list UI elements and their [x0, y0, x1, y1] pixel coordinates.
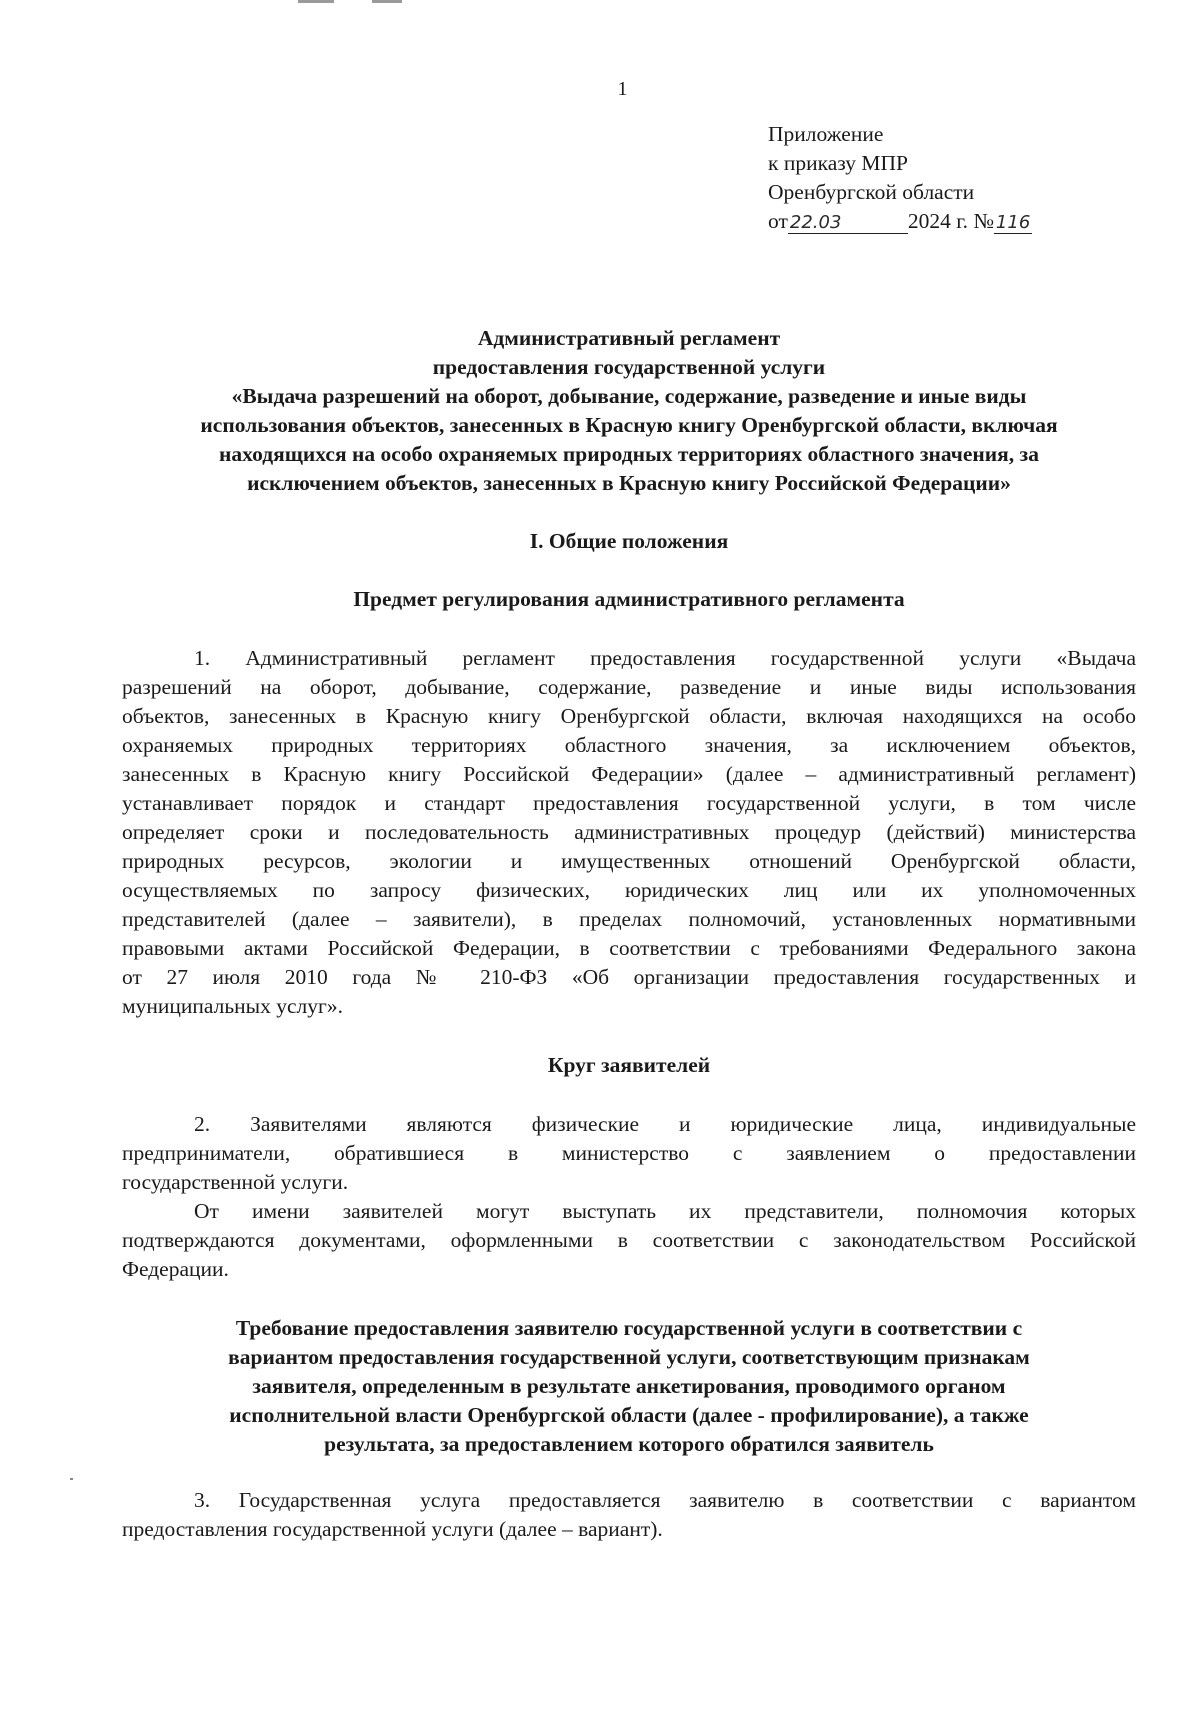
paragraph-2b	[122, 1197, 1136, 1284]
paragraph-line: правовыми актами Российской Федерации, в соответствии с требованиями Федерального закона	[122, 936, 1136, 960]
paragraph-line: муниципальных услуг».	[122, 994, 343, 1018]
heading-line: Требование предоставления заявителю государственной услуги в соответствии с	[235, 1316, 1023, 1340]
paragraph-line: от 27 июля 2010 года № 210-ФЗ «Об организации предоставления государственных и	[122, 965, 1136, 989]
handwritten-number: 116	[995, 212, 1031, 233]
subsection-heading: Предмет регулирования административного регламента	[353, 587, 905, 611]
section-heading: I. Общие положения	[529, 529, 729, 553]
appendix-block	[768, 120, 1032, 236]
paragraph-line: предоставления государственной услуги (далее – вариант).	[122, 1517, 663, 1541]
paragraph-line: 1. Административный регламент предоставления государственной услуги «Выдача	[194, 646, 1136, 670]
appendix-line: к приказу МПР	[768, 151, 909, 175]
heading-line: заявителя, определенным в результате анкетирования, проводимого органом	[252, 1374, 1006, 1398]
paragraph-line: занесенных в Красную книгу Российской Федерации» (далее – административный регламент)	[122, 762, 1136, 786]
handwritten-date: 22.03	[788, 213, 908, 234]
paragraph-2	[122, 1110, 1136, 1197]
appendix-line: Оренбургской области	[768, 180, 975, 204]
paragraph-line: устанавливает порядок и стандарт предоставления государственной услуги, в том числе	[122, 791, 1136, 815]
paragraph-line: разрешений на оборот, добывание, содержание, разведение и иные виды использования	[122, 675, 1136, 699]
document-title	[120, 324, 1138, 498]
paragraph-line: природных ресурсов, экологии и имущественных отношений Оренбургской области,	[122, 849, 1136, 873]
subsection-heading: Круг заявителей	[547, 1053, 711, 1077]
paragraph-line: определяет сроки и последовательность административных процедур (действий) министерства	[122, 820, 1136, 844]
title-line: исключением объектов, занесенных в Красную книгу Российской Федерации»	[247, 471, 1011, 495]
title-line: использования объектов, занесенных в Красную книгу Оренбургской области, включая	[200, 413, 1058, 437]
scan-artifact	[70, 1478, 73, 1480]
paragraph-line: осуществляемых по запросу физических, юридических лиц или их уполномоченных	[122, 878, 1136, 902]
appendix-date-line	[768, 207, 1032, 236]
paragraph-line: 3. Государственная услуга предоставляется заявителю в соответствии с вариантом	[194, 1488, 1136, 1512]
paragraph-line: представителей (далее – заявители), в пределах полномочий, установленных нормативными	[122, 907, 1136, 931]
title-line: «Выдача разрешений на оборот, добывание, содержание, разведение и иные виды	[231, 384, 1027, 408]
paragraph-line: предприниматели, обратившиеся в министерство с заявлением о предоставлении	[122, 1141, 1136, 1165]
title-line: находящихся на особо охраняемых природных территориях областного значения, за	[219, 442, 1039, 466]
heading-line: результата, за предоставлением которого обратился заявитель	[324, 1432, 934, 1456]
paragraph-line: 2. Заявителями являются физические и юридические лица, индивидуальные	[194, 1112, 1136, 1136]
page-number: 1	[617, 78, 628, 100]
scan-artifact	[372, 0, 402, 3]
paragraph-line: подтверждаются документами, оформленными в соответствии с законодательством Российской	[122, 1228, 1136, 1252]
title-line: предоставления государственной услуги	[432, 355, 826, 379]
date-prefix: от	[768, 209, 788, 233]
paragraph-1	[122, 644, 1136, 1021]
paragraph-line: охраняемых природных территориях областного значения, за исключением объектов,	[122, 733, 1136, 757]
appendix-line: Приложение	[768, 122, 884, 146]
requirement-heading	[120, 1314, 1138, 1459]
paragraph-line: От имени заявителей могут выступать их представители, полномочия которых	[194, 1199, 1136, 1223]
heading-line: исполнительной власти Оренбургской области (далее - профилирование), а также	[229, 1403, 1029, 1427]
paragraph-line: государственной услуги.	[122, 1170, 349, 1194]
date-year: 2024 г. №	[907, 209, 994, 233]
title-line: Административный регламент	[477, 326, 781, 350]
paragraph-line: объектов, занесенных в Красную книгу Оренбургской области, включая находящихся на особо	[122, 704, 1136, 728]
heading-line: вариантом предоставления государственной услуги, соответствующим признакам	[228, 1345, 1030, 1369]
paragraph-line: Федерации.	[122, 1257, 229, 1281]
paragraph-3	[122, 1486, 1136, 1544]
scan-artifact	[298, 0, 334, 3]
